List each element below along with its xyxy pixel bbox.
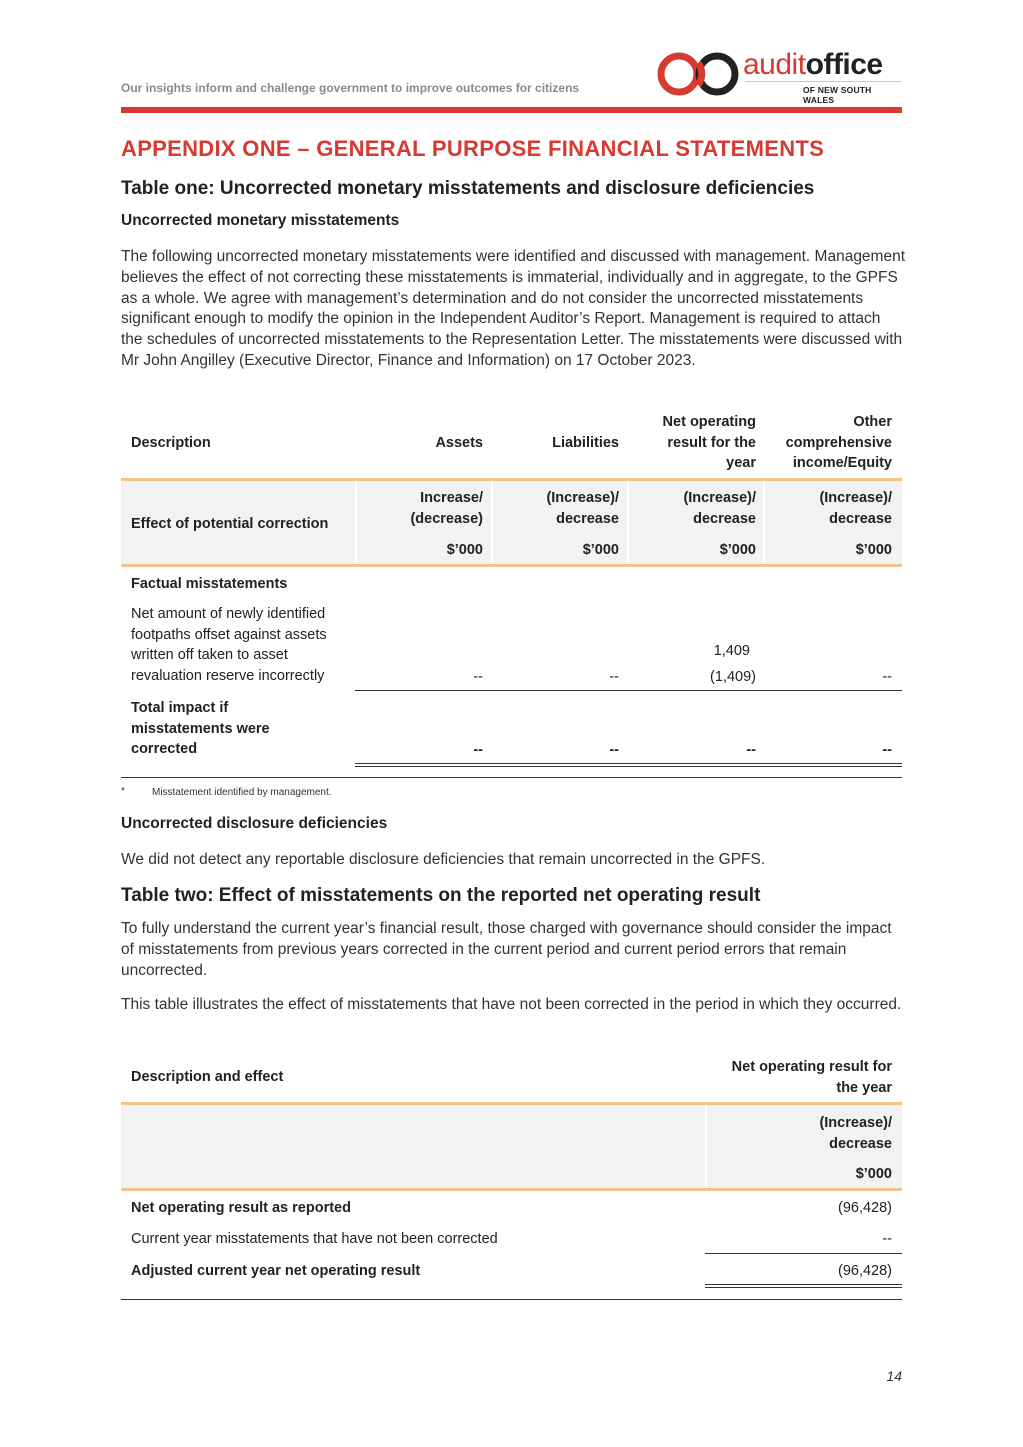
unit-liabilities: $’000 (582, 542, 619, 558)
logo-word-office: office (805, 48, 883, 81)
row-reported-label: Net operating result as reported (131, 1200, 351, 1216)
logo-rings-icon (655, 50, 745, 98)
row-net-value: 1,409 (713, 643, 750, 659)
row-description: Net amount of newly identified footpaths offset against assets written off taken to asset revaluation reserve incorrectly (131, 606, 327, 684)
page-number: 14 (886, 1368, 902, 1384)
logo-subtitle: OF NEW SOUTH WALES (803, 85, 872, 105)
disclosure-text: We did not detect any reportable disclosure deficiencies that remain uncorrected in the GPFS. (121, 851, 766, 868)
row-other: -- (882, 669, 892, 685)
effect-other: (Increase)/ decrease (819, 490, 892, 527)
table-one-title: Table one: Uncorrected monetary misstatements and disclosure deficiencies (121, 178, 815, 199)
row-uncorrected-label: Current year misstatements that have not been corrected (131, 1231, 498, 1247)
row-reported-value: (96,428) (837, 1200, 892, 1216)
total-double-rule (355, 763, 902, 767)
col-liabilities: Liabilities (552, 435, 619, 451)
logo-wordmark (743, 48, 883, 82)
table-two-bottom-rule (121, 1299, 902, 1300)
row-adjusted-label: Adjusted current year net operating result (131, 1263, 421, 1279)
table-two-effect: (Increase)/ decrease (819, 1115, 892, 1152)
table-one-intro: The following uncorrected monetary misstatements were identified and discussed with management. Management believes the effect of not correcting these misstatements is immaterial, individually and in aggregate, to the GPFS as a whole. We agree with management’s determination and do not consider the uncorrected misstatements significant enough to modify the opinion in the Independent Auditor’s Report. Management is required to attach the schedules of uncorrected misstatements to the Representation Letter. The misstatements were discussed with Mr John Angilley (Executive Director, Finance and Information) on 17 October 2023. (121, 248, 906, 369)
col-net-operating-result: Net operating result for the year (731, 1059, 892, 1096)
column-divider (627, 481, 629, 564)
footnote-mark: * (121, 786, 125, 797)
disclosure-heading: Uncorrected disclosure deficiencies (121, 815, 388, 832)
column-divider (705, 1105, 707, 1188)
footnote-text: Misstatement identified by management. (152, 787, 332, 798)
table-two-para2: This table illustrates the effect of misstatements that have not been corrected in the period in which they occurred. (121, 996, 902, 1013)
table-two-unit: $’000 (855, 1166, 892, 1182)
col-assets: Assets (435, 435, 483, 451)
table-one-subheading: Uncorrected monetary misstatements (121, 212, 400, 229)
logo-word-audit: audit (743, 48, 806, 81)
table-two-units-rule (121, 1188, 902, 1191)
col-description: Description (131, 435, 211, 451)
table-two-para1: To fully understand the current year’s financial result, those charged with governance should consider the impact of misstatements from previous years corrected in the current period and current period errors that remain uncorrected. (121, 920, 892, 979)
effect-liabilities: (Increase)/ decrease (546, 490, 619, 527)
unit-assets: $’000 (446, 542, 483, 558)
col-net-operating: Net operating result for the year (662, 414, 756, 471)
appendix-title: APPENDIX ONE – GENERAL PURPOSE FINANCIAL STATEMENTS (121, 136, 825, 161)
table-one-bottom-rule (121, 777, 902, 778)
header-rule (121, 107, 902, 113)
effect-assets: Increase/ (decrease) (410, 490, 483, 527)
col-description-effect: Description and effect (131, 1069, 284, 1085)
effect-label: Effect of potential correction (131, 516, 329, 532)
column-divider (763, 481, 765, 564)
row-adjusted-value: (96,428) (837, 1263, 892, 1279)
header-tagline: Our insights inform and challenge government to improve outcomes for citizens (121, 81, 580, 95)
total-liabilities: -- (609, 742, 619, 758)
table-two-double-rule (705, 1284, 902, 1288)
table-one-units-rule (121, 564, 902, 567)
total-label: Total impact if misstatements were corrected (131, 700, 270, 757)
col-other-comprehensive: Other comprehensive income/Equity (785, 414, 892, 471)
unit-net: $’000 (719, 542, 756, 558)
total-other: -- (882, 742, 892, 758)
total-net: -- (746, 742, 756, 758)
column-divider (491, 481, 493, 564)
row-liabilities: -- (609, 669, 619, 685)
total-assets: -- (473, 742, 483, 758)
column-divider (355, 481, 357, 564)
audit-office-logo (655, 48, 905, 105)
table-two-subtotal-rule (705, 1253, 902, 1254)
subtotal-rule (355, 690, 902, 691)
factual-heading: Factual misstatements (131, 576, 288, 592)
table-two-title: Table two: Effect of misstatements on the reported net operating result (121, 885, 761, 906)
row-assets: -- (473, 669, 483, 685)
unit-other: $’000 (855, 542, 892, 558)
logo-divider (745, 81, 901, 82)
effect-net: (Increase)/ decrease (683, 490, 756, 527)
table-two-effect-band (121, 1105, 902, 1188)
row-uncorrected-value: -- (882, 1231, 892, 1247)
row-net-adjustment: (1,409) (710, 669, 756, 685)
